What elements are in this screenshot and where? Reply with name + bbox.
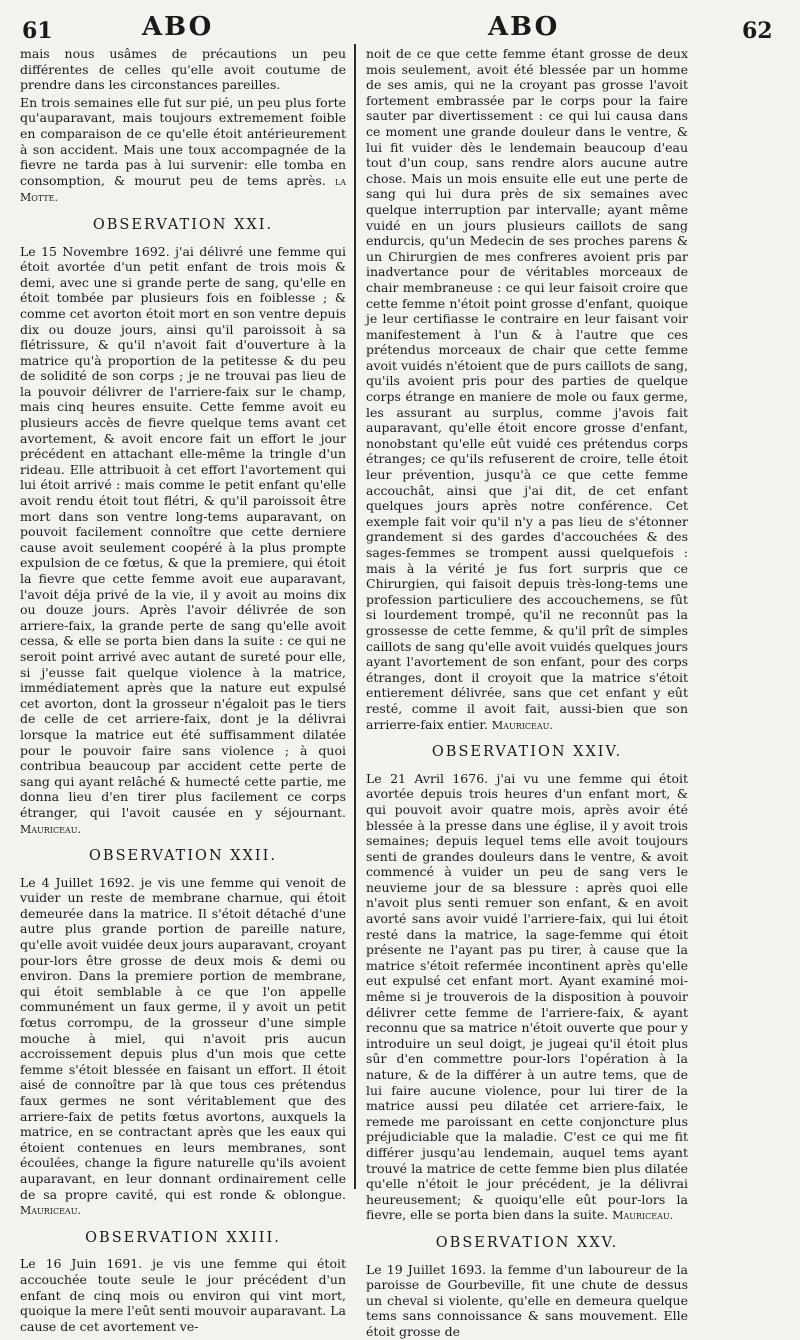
observation-21-text: Le 15 Novembre 1692. j'ai délivré une femme qui étoit avortée d'un petit enfant de trois mois & demi, avec une si grande perte de sang, qu'elle en étoit tombée par plusieurs fois en foiblesse ; & comme cet avorton étoit mort en son ventre depuis dix ou douze jours, ainsi qu'il paroissoit à sa flétrissure, & qu'il n'avoit fait d'ouverture à la matrice qu'à proportion de la petitesse & du peu de solidité de son corps ; je ne trouvai pas lieu de la pouvoir délivrer de l'arriere-faix sur le champ, mais cinq heures ensuite. Cette femme avoit eu plusieurs accès de fievre quelque tems avant cet avortement, & avoit encore fait un effort le jour précédent en attachant elle-même la tringle d'un rideau. Elle attribuoit à cet effort l'avortement qui lui étoit arrivé : mais comme le petit enfant qu'elle avoit rendu étoit tout flétri, & qu'il paroissoit être mort dans son ventre long-tems auparavant, on pouvoit facilement connoître que cette derniere cause avoit seulement coopéré à la plus prompte expulsion de ce fœtus, & que la premiere, qui étoit la fievre que cette femme avoit eue auparavant, l'avoit déja privé de la vie, il y avoit au moins dix ou douze jours. Après l'avoir délivrée de son arriere-faix, la grande perte de sang qu'elle avoit cessa, & elle se porta bien dans la suite : ce qui ne seroit point arrivé avec autant de sureté pour elle, si j'eusse fait quelque violence à la matrice, immédiatement après que la nature eut expulsé cet avorton, dont la grosseur n'égaloit pas le tiers de celle de cet arriere-faix, dont je la délivrai lorsque la matrice eut été suffisamment dilatée pour le pouvoir faire sans violence ; à quoi contribua beaucoup par accident cette perte de sang qui ayant relâché & humecté cette partie, me donna lieu d'en tirer plus facilement ce corps étranger, qui l'avoit causée en y séjournant. Mauriceau. [20, 243, 346, 836]
intro-signature: la Motte. [20, 174, 346, 205]
left-page-number: 61 [22, 18, 53, 44]
observation-23-continuation: noit de ce que cette femme étant grosse de deux mois seulement, avoit été blessée par un homme de ses amis, qui ne la croyant pas grosse l'avoit fortement embrassée par le corps pour la faire sauter par divertissement : ce qui lui causa dans ce moment une grande douleur dans le ventre, & lui fit vuider dès le lendemain beaucoup d'eau tout d'un coup, sans rendre alors aucune autre chose. Mais un mois ensuite elle eut une perte de sang qui lui dura près de six semaines avec quelque interruption par intervalle; ayant même vuidé en un jours plusieurs caillots de sang endurcis, qu'un Medecin de ses proches parens & un Chirurgien de mes confreres avoient pris par inadvertance pour de véritables morceaux de chair membraneuse : ce qui leur faisoit croire que cette femme n'étoit point grosse d'enfant, quoique je leur certifiasse le contraire en leur faisant voir manifestement à l'un & à l'autre que ces prétendus morceaux de chair que cette femme avoit vuidés n'étoient que de purs caillots de sang, qu'ils avoient pris pour des parties de quelque corps étrange en maniere de mole ou faux germe, les assurant au surplus, comme j'avois fait auparavant, qu'elle étoit encore grosse d'enfant, nonobstant qu'elle eût vuidé ces prétendus corps étranges; ce qu'ils refuserent de croire, telle étoit leur prévention, jusqu'à ce que cette femme accouchât, ainsi que j'ai dit, de cet enfant quelques jours après notre conférence. Cet exemple fait voir qu'il n'y a pas lieu de s'étonner grandement si des gardes d'accouchées & des sages-femmes se trompent aussi quelquefois : mais à la vérité je fus fort surpris que ce Chirurgien, qui faisoit depuis très-long-tems une profession particuliere des accouchemens, se fût si lourdement trompé, qu'il ne reconnût pas la grossesse de cette femme, & qu'il prît de simples caillots de sang qu'elle avoit vuidés quelques jours ayant l'avortement de son enfant, pour des corps étranges, dont il croyoit que la matrice s'étoit entierement délivrée, sans que cet enfant y eût resté, comme il avoit fait, aussi-bien que son arrierre-faix entier. Mauriceau. [366, 46, 688, 732]
observation-23-signature: Mauriceau. [491, 718, 553, 732]
column-divider [354, 44, 356, 1189]
intro-paragraph-2: En trois semaines elle fut sur pié, un peu plus forte qu'auparavant, mais toujours extremement foible en comparaison de ce qu'elle étoit antérieurement à son accident. Mais une toux accompagnée de la fievre ne tarda pas à lui survenir: elle tomba en consomption, & mourut peu de tems après. la Motte. [20, 94, 346, 205]
observation-22-title: OBSERVATION XXII. [89, 848, 277, 865]
observation-21-title: OBSERVATION XXI. [92, 216, 274, 233]
right-running-head: ABO [488, 12, 560, 42]
right-page-number: 62 [742, 18, 773, 44]
observation-25-title: OBSERVATION XXV. [435, 1234, 619, 1251]
observation-23-title: OBSERVATION XXIII. [85, 1229, 281, 1246]
observation-22-text: Le 4 Juillet 1692. je vis une femme qui venoit de vuider un reste de membrane charnue, qui étoit demeurée dans la matrice. Il s'étoit détaché d'une autre plus grande portion de pareille nature, qu'elle avoit vuidée deux jours auparavant, croyant pour-lors être grosse de deux mois & demi ou environ. Dans la premiere portion de membrane, qui étoit semblable à ce que l'on appelle communément un faux germe, il y avoit un petit fœtus corrompu, de la grosseur d'une simple mouche à miel, qui n'avoit pris aucun accroissement depuis plus d'un mois que cette femme s'étoit blessée en faisant un effort. Il étoit aisé de connoître par là que tous ces prétendus faux germes ne sont véritablement que des arriere-faix de petits fœtus avortons, auxquels la matrice, en se contractant après que les eaux qui étoient contenues en leurs membranes, sont écoulées, change la figure naturelle qu'ils avoient auparavant, en leur donnant ordinairement celle de sa propre cavité, qui est ronde & oblongue. Mauriceau. [20, 874, 346, 1218]
left-column [20, 46, 346, 1334]
observation-24-text: Le 21 Avril 1676. j'ai vu une femme qui étoit avortée depuis trois heures d'un enfant mort, & qui pouvoit avoir quatre mois, après avoir été blessée à la presse dans une église, il y avoit trois semaines; depuis lequel tems elle avoit toujours senti de grandes douleurs dans le ventre, & avoit commencé à vuider un peu de sang vers le neuvieme jour de sa blessure : après quoi elle n'avoit plus senti remuer son enfant, & en avoit avorté sans avoir vuidé l'arriere-faix, qui lui étoit resté dans la matrice, la sage-femme qui étoit présente ne l'ayant pas pu tirer, à cause que la matrice s'étoit refermée incontinent après qu'elle eut expulsé cet enfant mort. Ayant examiné moi-même si je trouverois de la disposition à pouvoir délivrer cette femme de l'arriere-faix, & ayant reconnu que sa matrice n'étoit ouverte que pour y introduire un seul doigt, je jugeai qu'il étoit plus sûr d'en commettre pour-lors l'opération à la nature, & de la différer à un autre tems, que de lui faire aucune violence, pour lui tirer de la matrice aussi peu dilatée cet arriere-faix, le remede me paroissant en cette conjoncture plus préjudiciable que la maladie. C'est ce qui me fit différer jusqu'au lendemain, auquel tems ayant trouvé la matrice de cette femme bien plus dilatée qu'elle n'étoit le jour précédent, je la délivrai heureusement; & quoiqu'elle eût pour-lors la fievre, elle se porta bien dans la suite. Mauriceau. [366, 770, 688, 1223]
observation-25-text: Le 19 Juillet 1693. la femme d'un laboureur de la paroisse de Gourbeville, fit une chute de dessus un cheval si violente, qu'elle en demeura quelque tems sans connoissance & sans mouvement. Elle étoit grosse de [366, 1261, 688, 1339]
left-running-head: ABO [142, 12, 214, 42]
right-column [366, 46, 688, 1339]
observation-24-title: OBSERVATION XXIV. [431, 744, 623, 761]
intro-paragraph-1: mais nous usâmes de précautions un peu différentes de celles qu'elle avoit coutume de prendre dans les circonstances pareilles. [20, 46, 346, 93]
observation-21-signature: Mauriceau. [20, 822, 81, 836]
observation-23-text: Le 16 Juin 1691. je vis une femme qui étoit accouchée toute seule le jour précédent d'un enfant de cinq mois ou environ qui vint mort, quoique la mere l'eût senti mouvoir auparavant. La cause de cet avortement ve- [20, 1256, 346, 1334]
observation-24-signature: Mauriceau. [612, 1209, 674, 1223]
observation-22-signature: Mauriceau. [20, 1204, 81, 1218]
